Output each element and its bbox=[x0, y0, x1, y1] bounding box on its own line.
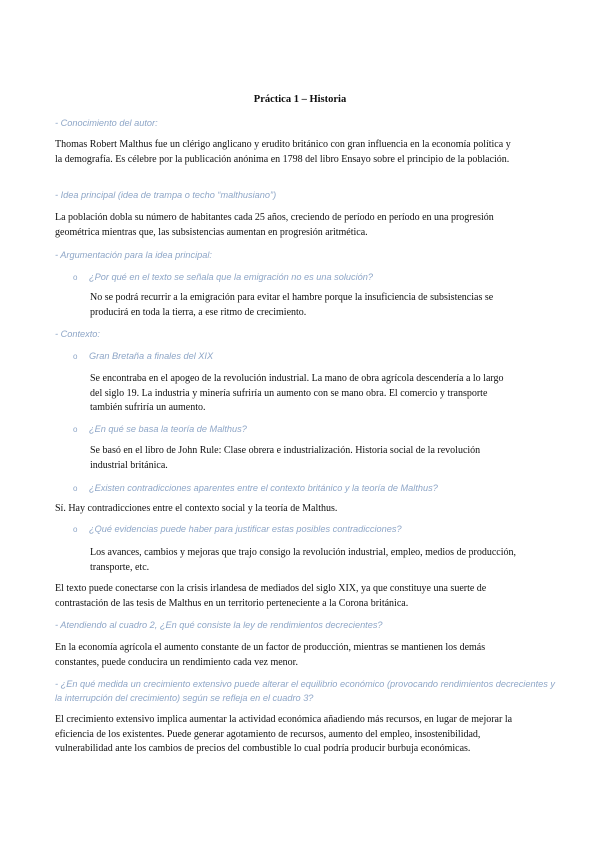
heading-table-3: - ¿En qué medida un crecimiento extensivo puede alterar el equilibrio económico (provocando rendimientos decrecientes y la interrupción del crecimiento) según se refleja en el cuadro 3? bbox=[55, 679, 555, 703]
bullet-question-emigration bbox=[73, 270, 543, 285]
bullet-circle-icon: o bbox=[73, 352, 78, 361]
heading-table-2: - Atendiendo al cuadro 2, ¿En qué consiste la ley de rendimientos decrecientes? bbox=[55, 620, 383, 630]
question-evidence: ¿Qué evidencias puede haber para justificar estas posibles contradicciones? bbox=[89, 524, 402, 534]
answer-evidence: Los avances, cambios y mejoras que trajo consigo la revolución industrial, empleo, medios de producción, transporte, etc. bbox=[90, 547, 516, 573]
bullet-question-theory-basis bbox=[73, 422, 543, 437]
bullet-question-evidence bbox=[73, 522, 543, 537]
paragraph-main-idea: La población dobla su número de habitantes cada 25 años, creciendo de período en período en una progresión geométrica mientras que, las subsistencias aumentan en progresión aritmética. bbox=[55, 212, 494, 238]
answer-theory-basis: Se basó en el libro de John Rule: Clase obrera e industrialización. Historia social de la revolución industrial británica. bbox=[90, 445, 481, 471]
paragraph-author: Thomas Robert Malthus fue un clérigo anglicano y erudito británico con gran influencia en la economía política y la demografía. Es célebre por la publicación anónima en 1798 del libro Ensayo sobre el principio de la población. bbox=[55, 139, 511, 165]
heading-argumentation: - Argumentación para la idea principal: bbox=[55, 250, 212, 260]
answer-emigration: No se podrá recurrir a la emigración para evitar el hambre porque la insuficiencia de subsistencias se producirá en toda la tierra, a ese ritmo de crecimiento. bbox=[90, 292, 494, 318]
question-emigration: ¿Por qué en el texto se señala que la emigración no es una solución? bbox=[89, 272, 373, 282]
bullet-question-britain bbox=[73, 349, 543, 364]
heading-context: - Contexto: bbox=[55, 329, 100, 339]
paragraph-irish-crisis: El texto puede conectarse con la crisis irlandesa de mediados del siglo XIX, ya que constituye una suerte de contrastación de las tesis de Malthus en un territorio perteneciente a la Corona británica. bbox=[55, 583, 487, 609]
question-britain: Gran Bretaña a finales del XIX bbox=[89, 351, 214, 361]
heading-author: - Conocimiento del autor: bbox=[55, 118, 158, 128]
bullet-circle-icon: o bbox=[73, 273, 78, 282]
question-contradictions: ¿Existen contradicciones aparentes entre el contexto británico y la teoría de Malthus? bbox=[89, 483, 438, 493]
paragraph-table-3: El crecimiento extensivo implica aumentar la actividad económica añadiendo más recursos, en lugar de mejorar la eficiencia de los existentes. Puede generar agotamiento de recursos, aumento del empleo, insostenibilidad, vulnerabilidad ante los cambios de precios del combustible lo cual podría producir burbuja económicas. bbox=[55, 714, 513, 755]
heading-main-idea: - Idea principal (idea de trampa o techo “malthusiano”) bbox=[55, 190, 277, 200]
answer-britain: Se encontraba en el apogeo de la revolución industrial. La mano de obra agrícola descendería a lo largo del siglo 19. La industria y minería sufriría un aumento con se mano obra. El comercio y transporte también sufriría un aumento. bbox=[90, 373, 504, 414]
paragraph-table-2: En la economía agrícola el aumento constante de un factor de producción, mientras se mantienen los demás constantes, puede conducira un rendimiento cada vez menor. bbox=[55, 642, 486, 668]
answer-contradictions: Sí. Hay contradicciones entre el contexto social y la teoría de Malthus. bbox=[55, 503, 338, 514]
page-title: Práctica 1 – Historia bbox=[253, 94, 347, 105]
bullet-circle-icon: o bbox=[73, 425, 78, 434]
question-theory-basis: ¿En qué se basa la teoría de Malthus? bbox=[89, 424, 247, 434]
bullet-circle-icon: o bbox=[73, 484, 78, 493]
bullet-question-contradictions bbox=[73, 481, 543, 496]
bullet-circle-icon: o bbox=[73, 525, 78, 534]
